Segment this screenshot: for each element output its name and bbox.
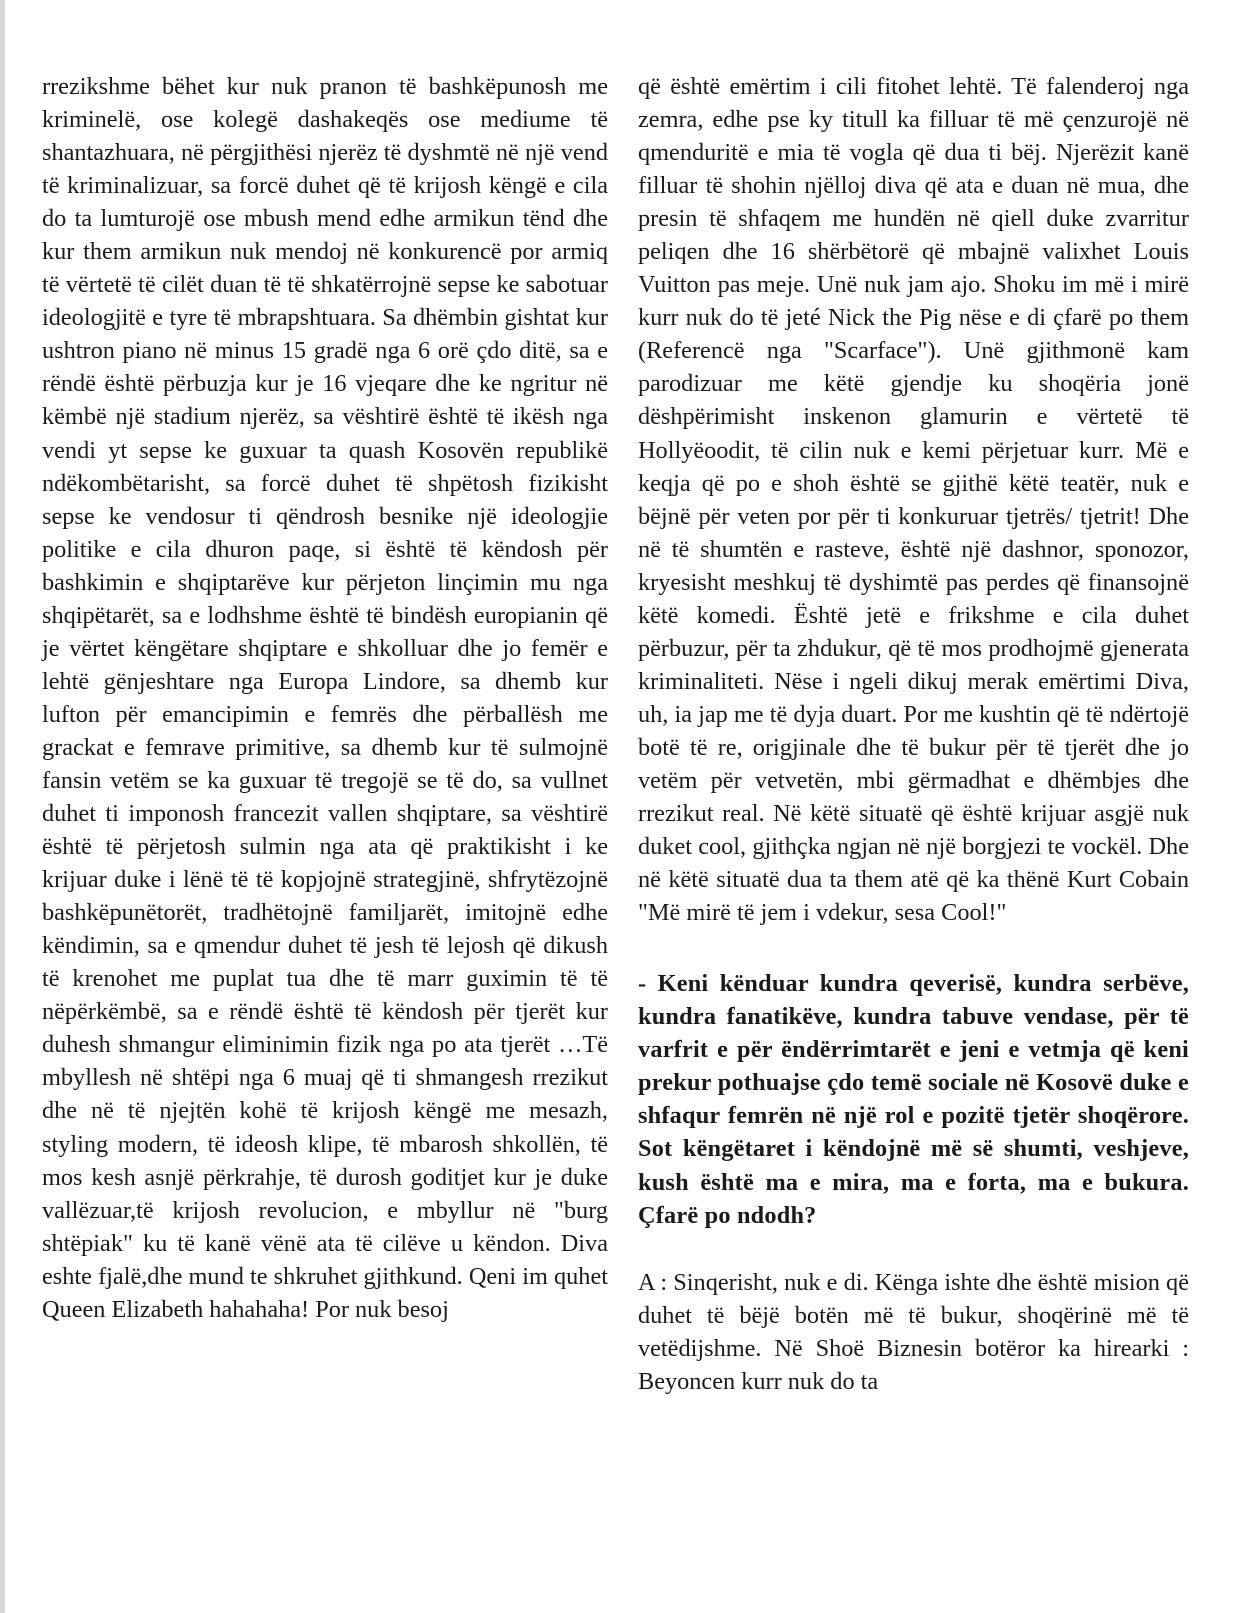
page-edge	[0, 0, 5, 1613]
left-column-text: rrezikshme bëhet kur nuk pranon të bashkëpunosh me kriminelë, ose kolegë dashakeqës ose mediume të shantazhuara, në përgjithësi njerëz të dyshmtë në një vend të kriminalizuar, sa forcë duhet që të krijosh këngë e cila do ta lumturojë ose mbush mend edhe armikun tënd dhe kur them armikun nuk mendoj në konkurencë por armiq të vërtetë të cilët duan të të shkatërrojnë sepse ke sabotuar ideologjitë e tyre të mbrapshtuara. Sa dhëmbin gishtat kur ushtron piano në minus 15 gradë nga 6 orë çdo ditë, sa e rëndë është përbuzja kur je 16 vjeqare dhe ke ngritur në këmbë një stadium njerëz, sa vështirë është të ikësh nga vendi yt sepse ke guxuar ta quash Kosovën republikë ndëkombëtarisht, sa forcë duhet të shpëtosh fizikisht sepse ke vendosur ti qëndrosh besnike një ideologjie politike e cila dhuron paqe, si është të këndosh për bashkimin e shqiptarëve kur përjeton linçimin mu nga shqipëtarët, sa e lodhshme është të bindësh europianin që je vërtet këngëtare shqiptare e shkolluar dhe jo femër e lehtë gënjeshtare nga Europa Lindore, sa dhemb kur lufton për emancipimin e femrës dhe përballësh me grackat e femrave primitive, sa dhemb kur të sulmojnë fansin vetëm se ka guxuar të tregojë se të do, sa vullnet duhet ti imponosh francezit vallen shqiptare, sa vështirë është të përjetosh sulmin nga ata që praktikisht i ke krijuar duke i lënë të të kopjojnë strategjinë, shfrytëzojnë bashkëpunëtorët, tradhëtojnë familjarët, imitojnë edhe këndimin, sa e qmendur duhet të jesh të lejosh që dikush të krenohet me puplat tua dhe të marr guximin të të nëpërkëmbë, sa e rëndë është të këndosh për tjerët kur duhesh shmangur eliminimin fizik nga po ata tjerët …Të mbyllesh në shtëpi nga 6 muaj që ti shmangesh rrezikut dhe në të njejtën kohë të krijosh këngë me mesazh, styling modern, të ideosh klipe, të mbarosh shkollën, të mos kesh asnjë përkrahje, të durosh goditjet kur je duke vallëzuar,të krijosh revolucion, e mbyllur në "burg shtëpiak" ku të kanë vënë ata të cilëve u këndon. Diva eshte fjalë,dhe mund te shkruhet gjithkund. Qeni im quhet Queen Elizabeth hahahaha! Por nuk besoj	[42, 73, 608, 1323]
right-column-paragraph: që është emërtim i cili fitohet lehtë. Të falenderoj nga zemra, edhe pse ky titull ka filluar të më çenzurojë në qmenduritë e mia të vogla që dua ti bëj. Njerëzit kanë filluar të shohin njëlloj diva që ata e duan në mua, dhe presin të shfaqem me hundën në qiell duke zvarritur peliqen dhe 16 shërbëtorë që mbajnë valixhet Louis Vuitton pas meje. Unë nuk jam ajo. Shoku im më i mirë kurr nuk do të jeté Nick the Pig nëse e di çfarë po them (Referencë nga "Scarface"). Unë gjithmonë kam parodizuar me këtë gjendje ku shoqëria jonë dëshpërimisht inskenon glamurin e vërtetë të Hollyëoodit, të cilin nuk e kemi përjetuar kurr. Më e keqja që po e shoh është se gjithë këtë teatër, nuk e bëjnë për veten por për ti konkuruar tjetrës/ tjetrit! Dhe në të shumtën e rasteve, është një dashnor, sponozor, kryesisht meshkuj të dyshimtë pas perdes që finansojnë këtë komedi. Është jetë e frikshme e cila duhet përbuzur, për ta zhdukur, që të mos prodhojmë gjenerata kriminaliteti. Nëse i ngeli dikuj merak emërtimi Diva, uh, ia jap me të dyja duart. Por me kushtin që të ndërtojë botë të re, origjinale dhe të bukur për të tjerët dhe jo vetëm për vetvetën, mbi gërmadhat e dhëmbjes dhe rrezikut real. Në këtë situatë që është krijuar asgjë nuk duket cool, gjithçka ngjan në një borgjezi te vockël. Dhe në këtë situatë dua ta them atë që ka thënë Kurt Cobain "Më mirë të jem i vdekur, sesa Cool!"	[638, 73, 1189, 927]
left-column	[42, 70, 608, 1326]
interview-answer: A : Sinqerisht, nuk e di. Kënga ishte dhe është mision që duhet të bëjë botën më të bukur, shoqërinë më të vetëdijshme. Në Shoë Biznesin botëror ka hirearki : Beyoncen kurr nuk do ta	[638, 1268, 1189, 1395]
interview-question: - Keni kënduar kundra qeverisë, kundra serbëve, kundra fanatikëve, kundra tabuve vendase, për të varfrit e për ëndërrimtarët e jeni e vetmja që keni prekur pothuajse çdo temë sociale në Kosovë duke e shfaqur femrën në një rol e pozitë tjetër shoqërore. Sot këngëtaret i këndojnë më së shumti, veshjeve, kush është ma e mira, ma e forta, ma e bukura. Çfarë po ndodh?	[638, 970, 1189, 1229]
right-column	[638, 70, 1189, 1398]
